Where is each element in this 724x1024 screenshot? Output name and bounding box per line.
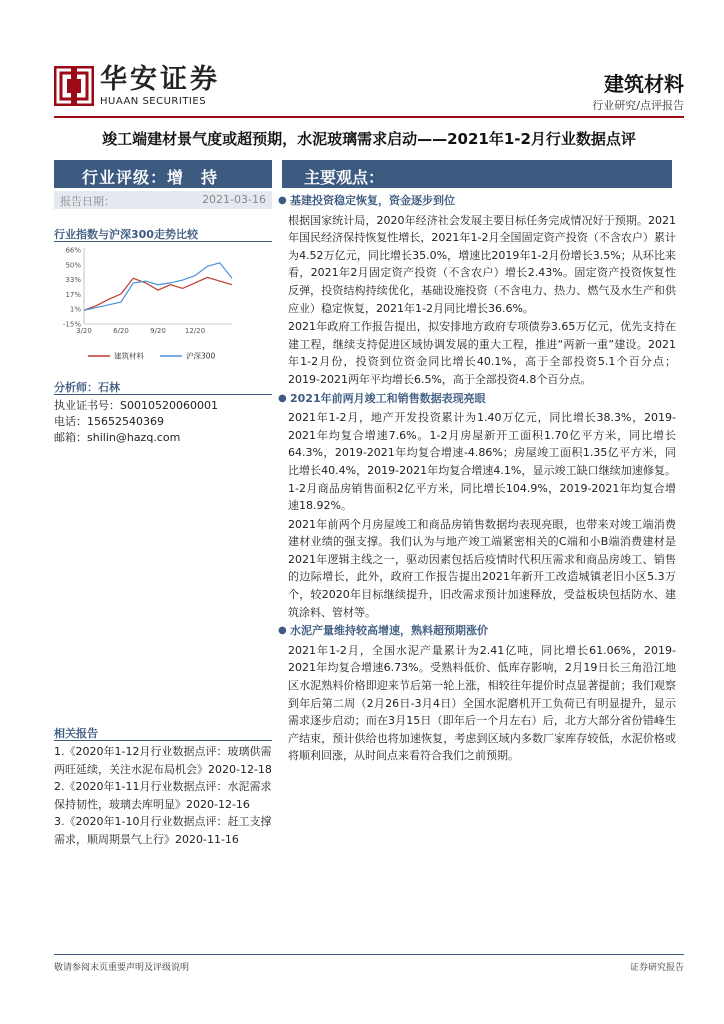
chart-y-tick-label: 66% (65, 246, 81, 255)
bullet-icon: ● (278, 625, 287, 637)
report-title: 竣工端建材景气度或超预期，水泥玻璃需求启动——2021年1-2月行业数据点评 (102, 130, 636, 148)
chart-y-tick-label: 50% (65, 261, 81, 270)
chart-title: 行业指数与沪深300走势比较 (54, 228, 198, 241)
seal-logo-icon (54, 66, 94, 106)
related-reports-list (54, 743, 272, 848)
related-report-item[interactable]: 2.《2020年1-11月行业数据点评：水泥需求保持韧性，玻璃去库明显》2020-12-16 (54, 780, 272, 811)
body-paragraph: 根据国家统计局，2020年经济社会发展主要目标任务完成情况好于预期。2021年国民经济保持恢复性增长，2021年1-2月全国固定资产投资（不含农户）累计为4.52万亿元，同比增长35.0%，增速比2019年1-2月份增长3.5%；从环比来看，2021年2月固定资产投资（不含农户）增长2.43%。固定资产投资恢复性反弹，投资结构持续优化，基础设施投资（不含电力、热力、燃气及水生产和供应业）稳定恢复，2021年1-2月同比增长36.6%。 (288, 213, 676, 315)
document-type: 行业研究/点评报告 (592, 99, 684, 112)
footer-report-type: 证券研究报告 (629, 963, 684, 973)
analyst-cert: 执业证书号：S0010520060001 (54, 399, 218, 412)
section-heading-text: 2021年前两月竣工和销售数据表现亮眼 (290, 391, 486, 405)
header-divider (54, 116, 684, 118)
related-report-item[interactable]: 3.《2020年1-10月行业数据点评：赶工支撑需求，顺周期景气上行》2020-11-16 (54, 815, 272, 846)
report-date-row (54, 191, 272, 209)
footer-disclaimer: 敬请参阅末页重要声明及评级说明 (54, 963, 190, 973)
chart-x-tick-label: 6/20 (113, 327, 129, 335)
chart-y-tick-label: 17% (65, 290, 81, 299)
chart-x-tick-label: 12/20 (184, 327, 206, 335)
body-paragraph: 2021年政府工作报告提出，拟安排地方政府专项债券3.65万亿元，优先支持在建工程，继续支持促进区域协调发展的重大工程，推进“两新一重”建设。2021年1-2月份，投资到位资金同比增长40.1%，高于全部投资5.1个百分点；2019-2021两年平均增长6.5%，高于全部投资4.8个百分点。 (288, 320, 676, 386)
related-report-item[interactable]: 1.《2020年1-12月行业数据点评：玻璃供需两旺延续，关注水泥布局机会》2020-12-18 (54, 745, 272, 776)
index-comparison-chart (54, 244, 272, 368)
analyst-phone: 电话：15652540369 (54, 415, 164, 428)
section-heading-text: 水泥产量维持较高增速，熟料超预期涨价 (290, 624, 488, 638)
section-heading (276, 390, 676, 408)
chart-series-line (84, 263, 232, 311)
industry-rating: 行业评级：增 持 (54, 160, 272, 188)
bullet-icon: ● (278, 392, 287, 404)
section-heading (276, 622, 676, 640)
related-reports-divider (54, 740, 272, 741)
analyst-title: 分析师：石林 (54, 381, 120, 394)
chart-title-divider (54, 241, 272, 242)
industry-name: 建筑材料 (604, 72, 684, 96)
body-paragraph: 2021年1-2月，地产开发投资累计为1.40万亿元，同比增长38.3%，2019-2021年均复合增速7.6%。1-2月房屋新开工面积1.70亿平方米，同比增长64.3%，2019-2021年均复合增速-4.86%；房屋竣工面积1.35亿平方米，同比增长40.4%，2019-2021年均复合增速4.1%，显示竣工缺口继续加速修复。1-2月商品房销售面积2亿平方米，同比增长104.9%，2019-2021年均复合增速18.92%。 (288, 411, 676, 513)
chart-legend-label: 建筑材料 (114, 351, 144, 361)
chart-y-tick-label: -15% (62, 320, 81, 329)
chart-legend-label: 沪深300 (186, 351, 216, 361)
chart-y-tick-label: 33% (65, 276, 81, 285)
footer-divider (54, 954, 684, 955)
chart-x-tick-label: 9/20 (150, 327, 166, 335)
logo-chinese-name: 华安证券 (100, 64, 220, 95)
company-logo (54, 64, 224, 110)
report-date-value: 2021-03-16 (202, 193, 266, 206)
chart-x-tick-label: 3/20 (76, 327, 92, 335)
report-date-label: 报告日期： (60, 195, 115, 208)
main-content (276, 192, 676, 766)
bullet-icon: ● (278, 195, 287, 206)
section-heading (276, 192, 676, 210)
analyst-email[interactable]: 邮箱：shilin@hazq.com (54, 431, 181, 444)
section-heading-text: 基建投资稳定恢复，资金逐步到位 (290, 194, 455, 207)
body-paragraph: 2021年前两个月房屋竣工和商品房销售数据均表现亮眼，也带来对竣工端消费建材业绩的强支撑。我们认为与地产竣工端紧密相关的C端和小B端消费建材是2021年逻辑主线之一，驱动因素包括后疫情时代积压需求和商品房竣工、销售的边际增长，此外，政府工作报告提出2021年新开工改造城镇老旧小区5.3万个，较2020年目标继续提升，旧改需求预计加速释放，受益板块包括防水、建筑涂料、管材等。 (288, 517, 676, 619)
analyst-divider (54, 394, 272, 395)
logo-english-name: HUAAN SECURITIES (100, 96, 207, 107)
related-reports-title: 相关报告 (54, 727, 98, 740)
body-paragraph: 2021年1-2月，全国水泥产量累计为2.41亿吨，同比增长61.06%，2019-2021年均复合增速6.73%。受熟料低价、低库存影响，2月19日长三角沿江地区水泥熟料价格即迎来节后第一轮上涨，相较往年提价时点显著提前；我们观察到年后第二周（2月26日-3月4日）全国水泥磨机开工负荷已有明显提升，显示需求逐步启动；而在3月15日（即年后一个月左右）后，北方大部分省份错峰生产结束，预计供给也将加速恢复，考虑到区域内多数厂家库存较低，水泥价格或将顺利回涨，从时间点来看符合我们之前预期。 (288, 643, 676, 763)
main-points-title: 主要观点： (282, 160, 672, 188)
chart-y-tick-label: 1% (69, 305, 81, 314)
